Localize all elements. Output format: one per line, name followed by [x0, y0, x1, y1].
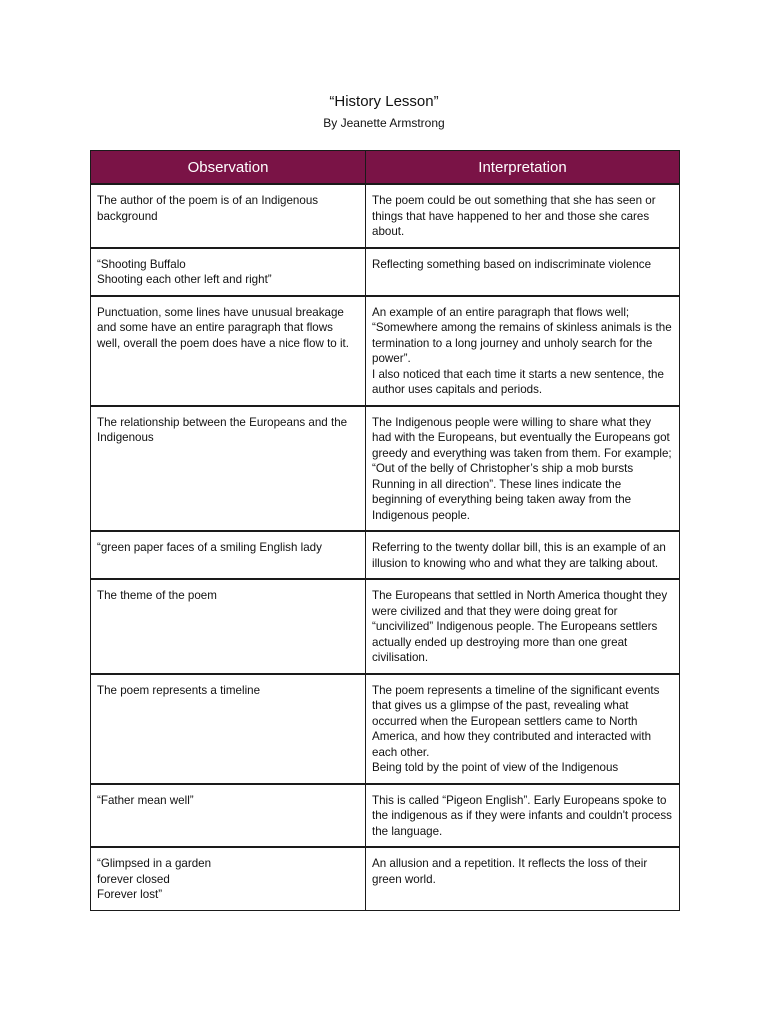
- document-title: “History Lesson”: [329, 93, 439, 110]
- table-row: [91, 531, 680, 579]
- table-row: [91, 406, 680, 532]
- interpretation-cell: The poem represents a timeline of the significant events that gives us a glimpse of the past, revealing what occurred when the European settlers came to North America, and how they contributed and interacted with each other. Being told by the point of view of the Indigenous: [366, 674, 680, 784]
- table-row: [91, 296, 680, 406]
- interpretation-cell: The poem could be out something that she has seen or things that have happened to her and those she cares about.: [366, 184, 680, 248]
- table-row: [91, 784, 680, 848]
- document-author: By Jeanette Armstrong: [323, 116, 445, 130]
- observation-cell: The author of the poem is of an Indigenous background: [91, 184, 366, 248]
- observation-cell: “green paper faces of a smiling English lady: [91, 531, 366, 579]
- table-row: [91, 847, 680, 910]
- interpretation-cell: This is called “Pigeon English”. Early Europeans spoke to the indigenous as if they were infants and couldn't process the language.: [366, 784, 680, 848]
- observation-cell: Punctuation, some lines have unusual breakage and some have an entire paragraph that flows well, overall the poem does have a nice flow to it.: [91, 296, 366, 406]
- interpretation-cell: The Indigenous people were willing to share what they had with the Europeans, but eventually the Europeans got greedy and everything was taken from them. For example; “Out of the belly of Christopher’s ship a mob bursts Running in all direction”. These lines indicate the beginning of everything being taken away from the Indigenous people.: [366, 406, 680, 532]
- table-header-row: [91, 151, 680, 185]
- table-row: [91, 674, 680, 784]
- observation-table: [90, 150, 680, 911]
- table-row: [91, 579, 680, 674]
- observation-cell: The relationship between the Europeans and the Indigenous: [91, 406, 366, 532]
- interpretation-cell: An example of an entire paragraph that flows well; “Somewhere among the remains of skinless animals is the termination to a long journey and unholy search for the power”. I also noticed that each time it starts a new sentence, the author uses capitals and periods.: [366, 296, 680, 406]
- header-observation: Observation: [91, 151, 366, 185]
- table-row: [91, 248, 680, 296]
- table-row: [91, 184, 680, 248]
- interpretation-cell: Reflecting something based on indiscriminate violence: [366, 248, 680, 296]
- interpretation-cell: The Europeans that settled in North America thought they were civilized and that they were doing great for “uncivilized” Indigenous people. The Europeans settlers actually ended up destroying more than one great civilisation.: [366, 579, 680, 674]
- observation-cell: “Father mean well”: [91, 784, 366, 848]
- interpretation-cell: An allusion and a repetition. It reflects the loss of their green world.: [366, 847, 680, 910]
- observation-cell: “Glimpsed in a garden forever closed Forever lost”: [91, 847, 366, 910]
- header-interpretation: Interpretation: [366, 151, 680, 185]
- observation-cell: The theme of the poem: [91, 579, 366, 674]
- observation-cell: The poem represents a timeline: [91, 674, 366, 784]
- interpretation-cell: Referring to the twenty dollar bill, this is an example of an illusion to knowing who and what they are talking about.: [366, 531, 680, 579]
- observation-cell: “Shooting Buffalo Shooting each other left and right”: [91, 248, 366, 296]
